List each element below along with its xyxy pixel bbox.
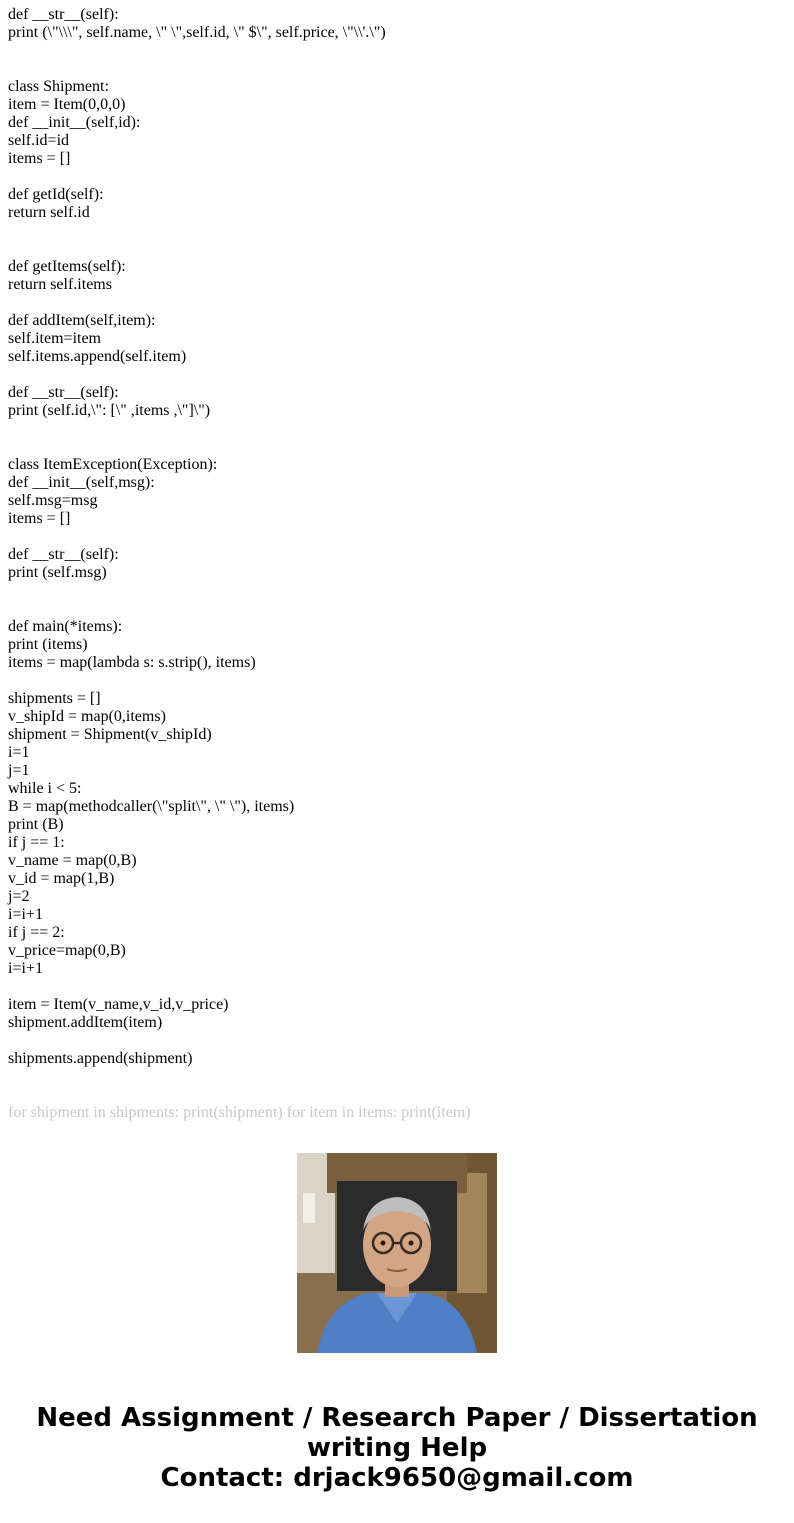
code-line: print (self.msg) xyxy=(8,564,107,581)
code-line: def __init__(self,msg): xyxy=(8,474,155,491)
code-line: item = Item(0,0,0) xyxy=(8,96,126,113)
code-line: self.item=item xyxy=(8,330,101,347)
avatar-portrait-icon xyxy=(297,1153,497,1353)
code-line: v_name = map(0,B) xyxy=(8,852,137,869)
code-line: def getId(self): xyxy=(8,186,104,203)
code-line: shipment.addItem(item) xyxy=(8,1014,163,1031)
code-line: v_shipId = map(0,items) xyxy=(8,708,166,725)
code-line: items = map(lambda s: s.strip(), items) xyxy=(8,654,256,671)
code-line: print (items) xyxy=(8,636,88,653)
help-banner xyxy=(0,1403,794,1493)
code-line: i=1 xyxy=(8,744,30,761)
code-line xyxy=(8,528,788,546)
code-line: def getItems(self): xyxy=(8,258,126,275)
code-line: j=2 xyxy=(8,888,30,905)
code-line: while i < 5: xyxy=(8,780,82,797)
code-line: def addItem(self,item): xyxy=(8,312,156,329)
banner-line-1: Need Assignment / Research Paper / Dissertation xyxy=(36,1403,758,1433)
code-line: def main(*items): xyxy=(8,618,123,635)
code-line xyxy=(8,60,788,78)
code-line xyxy=(8,600,788,618)
code-line xyxy=(8,294,788,312)
code-line: items = [] xyxy=(8,150,71,167)
code-line: v_price=map(0,B) xyxy=(8,942,126,959)
code-line xyxy=(8,420,788,438)
code-line: class ItemException(Exception): xyxy=(8,456,218,473)
code-line xyxy=(8,168,788,186)
code-line: def __str__(self): xyxy=(8,6,119,23)
code-line: def __str__(self): xyxy=(8,384,119,401)
code-line: shipment = Shipment(v_shipId) xyxy=(8,726,212,743)
code-line: items = [] xyxy=(8,510,71,527)
code-line: if j == 1: xyxy=(8,834,65,851)
code-line xyxy=(8,978,788,996)
code-line xyxy=(8,672,788,690)
code-line xyxy=(8,582,788,600)
code-line xyxy=(8,438,788,456)
banner-contact-line: Contact: drjack9650@gmail.com xyxy=(160,1463,634,1493)
code-line: shipments.append(shipment) xyxy=(8,1050,193,1067)
code-line: def __str__(self): xyxy=(8,546,119,563)
code-line: self.msg=msg xyxy=(8,492,98,509)
code-line xyxy=(8,240,788,258)
code-line: self.items.append(self.item) xyxy=(8,348,187,365)
code-line: print (self.id,\": [\" ,items ,\"]\") xyxy=(8,402,211,419)
code-line: print (B) xyxy=(8,816,64,833)
code-line xyxy=(8,1032,788,1050)
code-line xyxy=(8,366,788,384)
code-line: print (\"\\\", self.name, \" \",self.id, \" $\", self.price, \"\\'.\") xyxy=(8,24,386,41)
code-line: B = map(methodcaller(\"split\", \" \"), items) xyxy=(8,798,295,815)
code-line: if j == 2: xyxy=(8,924,65,941)
author-avatar xyxy=(297,1153,497,1353)
code-line: shipments = [] xyxy=(8,690,101,707)
code-line xyxy=(8,42,788,60)
code-line: return self.items xyxy=(8,276,112,293)
code-listing xyxy=(8,6,788,1123)
banner-line-2: writing Help xyxy=(306,1433,488,1463)
code-line: i=i+1 xyxy=(8,906,43,923)
code-line: return self.id xyxy=(8,204,90,221)
code-line xyxy=(8,1068,788,1086)
code-line xyxy=(8,222,788,240)
code-line: self.id=id xyxy=(8,132,70,149)
code-line: class Shipment: xyxy=(8,78,109,95)
code-line: v_id = map(1,B) xyxy=(8,870,115,887)
code-line xyxy=(8,1086,788,1104)
code-line-cut-off: for shipment in shipments: print(shipment) for item in items: print(item) xyxy=(8,1104,471,1121)
code-line: def __init__(self,id): xyxy=(8,114,141,131)
code-line: i=i+1 xyxy=(8,960,43,977)
code-line: item = Item(v_name,v_id,v_price) xyxy=(8,996,229,1013)
code-line: j=1 xyxy=(8,762,30,779)
